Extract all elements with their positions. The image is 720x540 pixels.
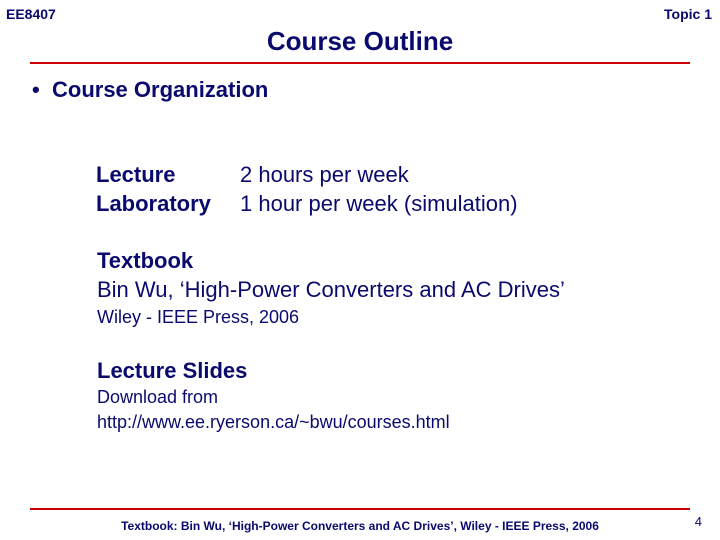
footer-text: Textbook: Bin Wu, ‘High-Power Converters and AC Drives’, Wiley - IEEE Press, 2006 <box>121 519 599 533</box>
page-number: 4 <box>694 514 702 529</box>
slide-title: Course Outline <box>266 26 454 56</box>
laboratory-row <box>96 191 518 217</box>
laboratory-value: 1 hour per week (simulation) <box>240 191 518 216</box>
bullet-item <box>32 77 268 103</box>
lecture-row <box>96 162 409 188</box>
title-divider <box>30 62 690 64</box>
textbook-title: Bin Wu, ‘High-Power Converters and AC Drives’ <box>97 277 565 302</box>
lecture-value: 2 hours per week <box>240 162 409 187</box>
textbook-publisher: Wiley - IEEE Press, 2006 <box>97 307 300 327</box>
textbook-heading: Textbook <box>97 248 194 273</box>
footer-divider <box>30 508 690 510</box>
course-code: EE8407 <box>6 6 56 22</box>
lecture-label: Lecture <box>96 162 176 187</box>
download-url[interactable]: http://www.ee.ryerson.ca/~bwu/courses.html <box>97 412 450 432</box>
topic-label: Topic 1 <box>664 6 712 22</box>
slides-heading: Lecture Slides <box>97 358 248 383</box>
download-label: Download from <box>97 387 219 407</box>
bullet-icon: • <box>32 77 40 102</box>
bullet-text: Course Organization <box>52 77 269 102</box>
laboratory-label: Laboratory <box>96 191 211 216</box>
